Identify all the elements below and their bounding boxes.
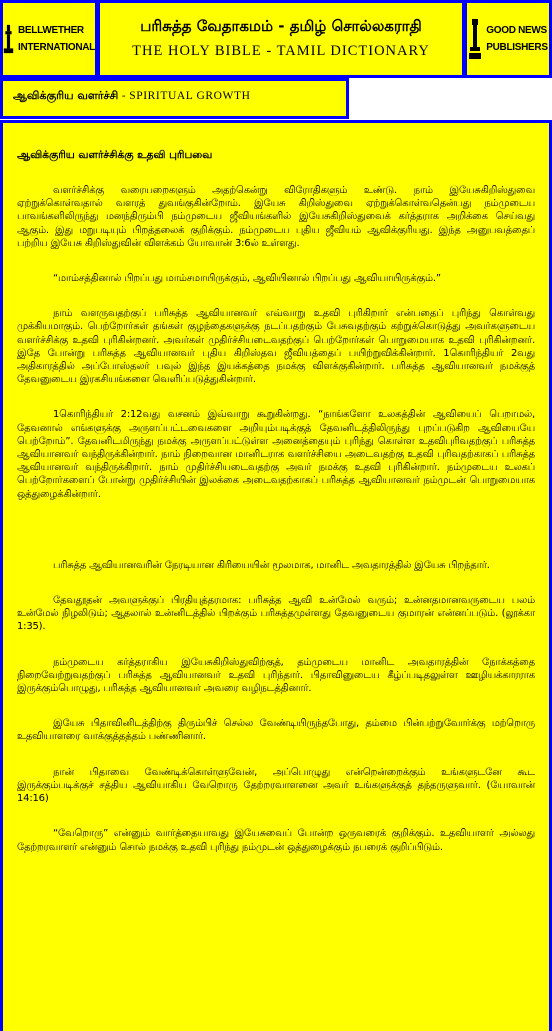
logo-left-line-1: BELLWETHER [17,25,84,36]
lamp-icon [3,19,14,59]
title-panel [100,3,462,75]
logo-right-line-1: GOOD NEWS [486,25,547,36]
logo-right-line-2: PUBLISHERS [486,42,548,53]
title-tamil: பரிசுத்த வேதாகமம் - தமிழ் சொல்லகராதி [140,17,422,35]
logo-left-line-2: INTERNATIONAL [17,42,95,53]
section-title-separator: - [118,89,130,102]
header-frame [0,0,552,78]
paragraph-2: “மாம்சத்தினால் பிறப்பது மாம்சமாயிருக்கும், ஆவியினால் பிறப்பது ஆவியாயிருக்கும்.” [53,273,441,285]
section-title-english: SPIRITUAL GROWTH [129,90,251,102]
content-panel [3,123,549,1031]
paragraph-1: வளர்ச்சிக்கு வரையறைகளும் அதற்கென்று விரோதிகளும் உண்டு. நாம் இயேசுகிறிஸ்துவை ஏற்றுக்கொள்வதால் வளரத் துவங்குகின்றோம். இயேசு கிறிஸ்துவை ஏற்றுக்கொள்வதென்பது நம்முடைய பாவங்களிலிருந்து மனந்திரும்பி நம்முடைய ஜீவியங்களில் இயேசுகிறிஸ்துவைக் கர்த்தராக அறிக்கை செய்வது ஆகும். இது மறுபடியும் பிறத்தலைக் குறிக்கும். நம்முடைய புதிய ஜீவியம் ஆவிக்குரியது. இந்த அனுபவத்தைப் பற்றிய இயேசு கிறிஸ்துவின் விளக்கம் யோவான் 3:6ல் உள்ளது. [17,185,535,249]
paragraph-8: இயேசு பிதாவினிடத்திற்கு திரும்பிச் செல்ல வேண்டியிருந்தபோது, தம்மை பின்பற்றுவோர்க்கு மற்றொரு உதவியாளரை வாக்குத்தத்தம் பண்ணினார். [17,718,535,743]
content-frame [0,120,552,1031]
good-news-logo [467,3,549,75]
paragraph-4: 1கொரிந்தியர் 2:12வது வசனம் இவ்வாறு கூறுகின்றது. “நாங்களோ உலகத்தின் ஆவியைப் பெறாமல், தேவனால் எங்களுக்கு அருளப்பட்டவைகளை அறியும்படிக்குத் தேவனிடத்திலிருந்து புறப்படுகிற ஆவியையே பெற்றோம்”. தேவனிடமிருந்து நமக்கு அருளப்பட்டுள்ள அனைத்தையும் புரிந்து கொள்ள உதவிபுரிவதற்குப் பரிசுத்த ஆவியானவர் வந்திருக்கின்றார். நாம் நிறைவான மானிடராக வளர்ச்சியை அடைவதற்கு உதவி புரிவதற்காகப் பரிசுத்த ஆவியானவர் வந்திருக்கிறார். நாம் முதிர்ச்சியடைவதற்கு அவர் நமக்கு உதவி புரிகின்றார். நம்முடைய உலகப் பெற்றோர்களைப் போன்று முதிர்ச்சியின் இலக்கை அடைவதற்காகப் பரிசுத்த ஆவியானவர் நம்முடன் பொறுமையாக ஒத்துழைக்கின்றார். [17,409,535,500]
section-title-tamil: ஆவிக்குரிய வளர்ச்சி [13,89,119,102]
paragraph-6: தேவதூதன் அவளுக்குப் பிரதியுத்தரமாக: பரிசுத்த ஆவி உன்மேல் வரும்; உன்னதமானவருடைய பலம் உன்மேல் நிழலிடும்; ஆதலால் உன்னிடத்தில் பிறக்கும் பரிசுத்தமுள்ளது தேவனுடைய குமாரன் என்னப்படும். (லூக்கா 1:35). [17,595,535,633]
section-title-frame [0,78,349,119]
pen-icon [468,17,482,61]
bellwether-logo [3,3,95,75]
paragraph-10: “வேறொரு” என்னும் வார்த்தையாவது இயேசுவைப் போன்ற ஒருவரைக் குறிக்கும். உதவியாளர் அல்லது தேற்றரவாளர் என்னும் சொல் நமக்கு உதவி புரிந்து நம்முடன் ஒத்துழைக்கும் நபரைக் குறிப்பிடும். [17,828,535,853]
section-title [3,81,346,116]
paragraph-7: நம்முடைய கர்த்தராகிய இயேசுகிறிஸ்துவிற்குத், தம்முடைய மானிட அவதாரத்தின் நோக்கத்தை நிறைவேற்றுவதற்குப் பரிசுத்த ஆவியானவர் உதவி புரிந்தார். பிதாவினுடைய கீழ்ப்படிதலுள்ள ஊழியக்காரராக இருக்கும்பொழுது, பரிசுத்த ஆவியானவர் அவரை வழிநடத்தினார். [17,656,535,695]
paragraph-5: பரிசுத்த ஆவியானவரின் நேரடியான கிரியையின் மூலமாக, மானிட அவதாரத்தில் இயேசு பிறந்தார். [53,559,490,571]
paragraph-3: நாம் வளருவதற்குப் பரிசுத்த ஆவியானவர் எவ்வாறு உதவி புரிகிறார் என்பதைப் புரிந்து கொள்வது முக்கியமாகும். பெற்றோர்கள் தங்கள் குழந்தைகளுக்கு நடப்பதற்கும் பேசுவதற்கும் கற்றுக்கொடுத்து அவர்களுடைய வளர்ச்சிக்கு உதவி புரிகின்றனர். அவர்கள் முதிர்ச்சியடைவதற்குப் பெற்றோர்கள் பொறுமையாக உதவி புரிகின்றனர். இதே போன்று பரிசுத்த ஆவியானவர் புதிய கிறிஸ்தவ ஜீவியத்தைப் பயிற்றுவிக்கின்றார். 1கொரிந்தியர் 2வது அதிகாரத்தில் அப்போஸ்தலர் பவுல் இந்த இயக்கத்தை நமக்கு விளக்குகின்றார். பரிசுத்த ஆவியானவர் நமக்குத் தேவனுடைய இரகசியங்களை வெளிப்படுத்துகின்றார். [17,308,535,386]
title-english: THE HOLY BIBLE - TAMIL DICTIONARY [132,43,430,59]
paragraph-9: நான் பிதாவை வேண்டிக்கொள்ளுவேன், அப்பொழுது என்றென்றைக்கும் உங்களுடனே கூட இருக்கும்படிக்குச் சத்திய ஆவியாகிய வேறொரு தேற்றரவாளனை அவர் உங்களுக்குத் தந்தருளுவார். (யோவான் 14:16) [17,766,535,805]
sub-heading: ஆவிக்குரிய வளர்ச்சிக்கு உதவி புரிபவை [17,149,213,161]
